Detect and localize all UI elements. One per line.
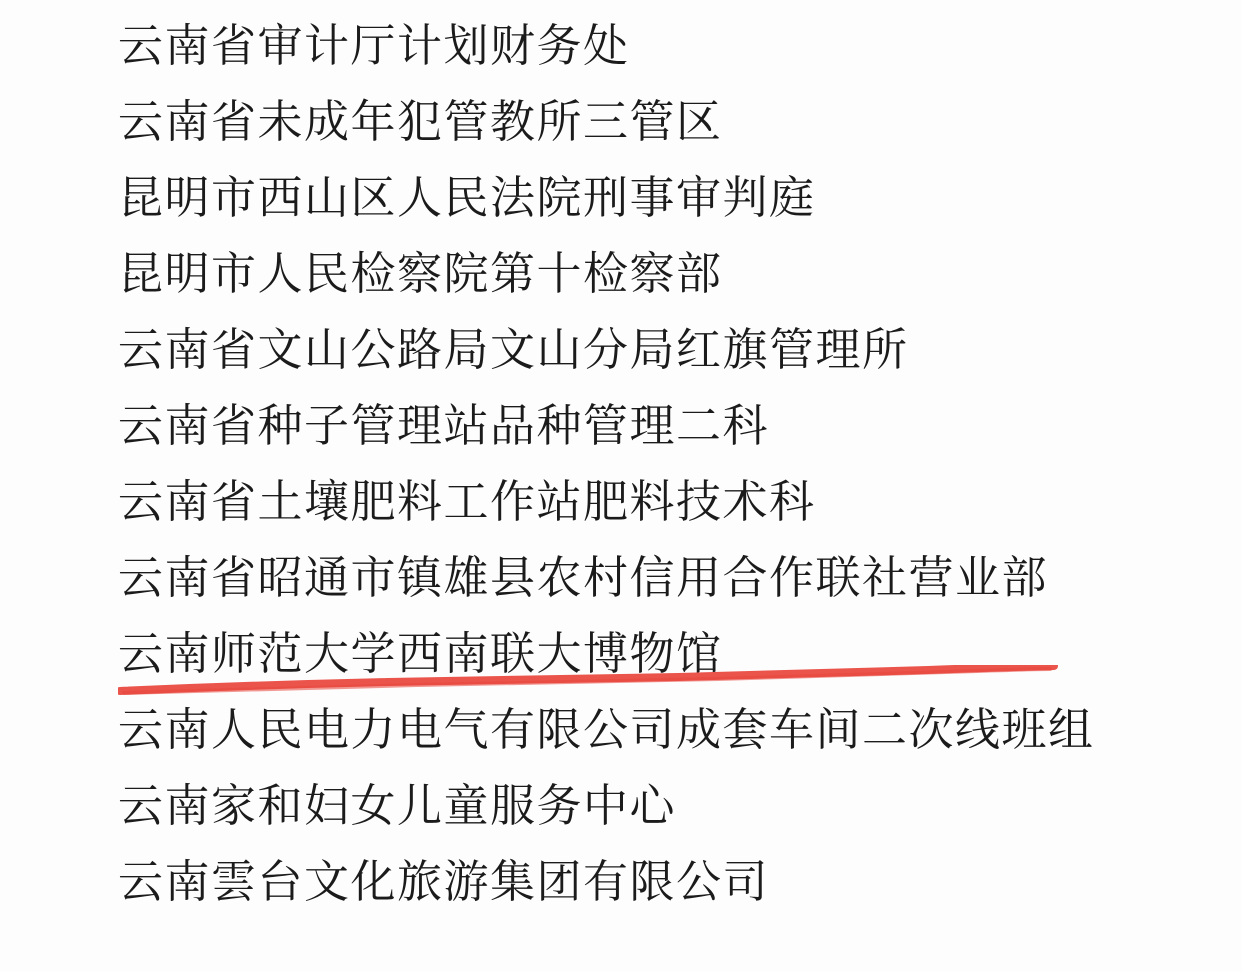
list-item-label: 昆明市西山区人民法院刑事审判庭 xyxy=(118,171,816,224)
list-item-label: 云南省昭通市镇雄县农村信用合作联社营业部 xyxy=(118,551,1049,604)
list-item xyxy=(0,236,1242,312)
list-item xyxy=(0,692,1242,768)
list-item-label: 云南省文山公路局文山分局红旗管理所 xyxy=(118,323,909,376)
list-item-label: 云南省审计厅计划财务处 xyxy=(118,19,630,72)
list-item-label: 云南家和妇女儿童服务中心 xyxy=(118,779,677,832)
list-item-label: 云南雲台文化旅游集团有限公司 xyxy=(118,855,770,908)
list-item xyxy=(0,312,1242,388)
list-item xyxy=(0,844,1242,920)
page-bottom-edge xyxy=(0,971,1242,977)
list-item xyxy=(0,388,1242,464)
list-item-label: 昆明市人民检察院第十检察部 xyxy=(118,247,723,300)
list-item xyxy=(0,84,1242,160)
list-item xyxy=(0,464,1242,540)
list-item-label: 云南人民电力电气有限公司成套车间二次线班组 xyxy=(118,703,1095,756)
list-item-label: 云南师范大学西南联大博物馆 xyxy=(118,627,723,680)
list-item-highlighted xyxy=(0,616,1242,692)
list-item xyxy=(0,540,1242,616)
list-item-label: 云南省种子管理站品种管理二科 xyxy=(118,399,770,452)
list-item-label: 云南省土壤肥料工作站肥料技术科 xyxy=(118,475,816,528)
list-item-label: 云南省未成年犯管教所三管区 xyxy=(118,95,723,148)
list-item xyxy=(0,8,1242,84)
list-item xyxy=(0,768,1242,844)
list-item xyxy=(0,160,1242,236)
